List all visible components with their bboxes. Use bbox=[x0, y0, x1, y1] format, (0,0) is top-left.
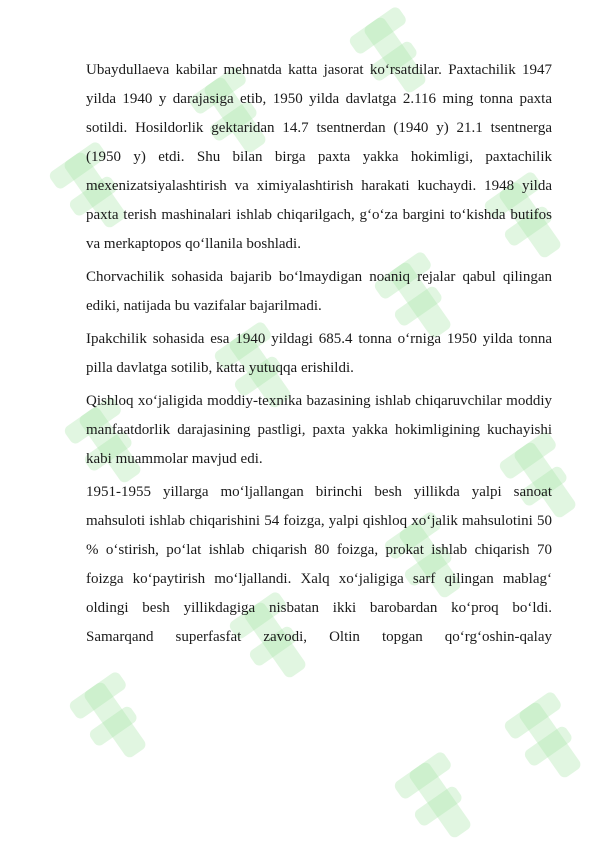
paragraph-problems: Qishloq xo‘jaligida moddiy-texnika bazasining ishlab chiqaruvchilar moddiy manfaatdorlik darajasining pastligi, paxta yakka hokimligining kuchayishi kabi muammolar mavjud edi. bbox=[86, 393, 552, 467]
paragraph-five-year-plan: 1951-1955 yillarga mo‘ljallangan birinchi besh yillikda yalpi sanoat mahsuloti ishlab chiqarishini 54 foizga, yalpi qishloq xo‘jalik mahsulotini 50 % o‘stirish, po‘lat ishlab chiqarish 80 foizga, prokat ishlab chiqarish 70 foizga ko‘paytirish mo‘ljallandi. Xalq xo‘jaligiga sarf qilingan mablag‘ oldingi besh yillikdagiga nisbatan ikki barobardan ko‘proq bo‘ldi. Samarqand superfasfat zavodi, Oltin topgan qo‘rg‘oshin-qalay bbox=[86, 484, 552, 645]
paragraph-cotton: Ubaydullaeva kabilar mehnatda katta jasorat ko‘rsatdilar. Paxtachilik 1947 yilda 1940 y darajasiga etib, 1950 yilda davlatga 2.116 ming tonna paxta sotildi. Hosildorlik gektaridan 14.7 tsentnerdan (1940 y) 21.1 tsentnerga (1950 y) etdi. Shu bilan birga paxta yakka hokimligi, paxtachilik mexenizatsiyalashtirish va ximiyalashtirish harakati kuchaydi. 1948 yilda paxta terish mashinalari ishlab chiqarilgach, g‘o‘za bargini to‘kishda butifos va merkaptopos qo‘llanila boshladi. bbox=[86, 62, 552, 252]
body-text bbox=[86, 56, 552, 656]
paragraph-livestock: Chorvachilik sohasida bajarib bo‘lmaydigan noaniq rejalar qabul qilingan ediki, natijada bu vazifalar bajarilmadi. bbox=[86, 269, 552, 314]
paragraph-silk: Ipakchilik sohasida esa 1940 yildagi 685.4 tonna o‘rniga 1950 yilda tonna pilla davlatga sotilib, katta yutuqqa erishildi. bbox=[86, 331, 552, 376]
